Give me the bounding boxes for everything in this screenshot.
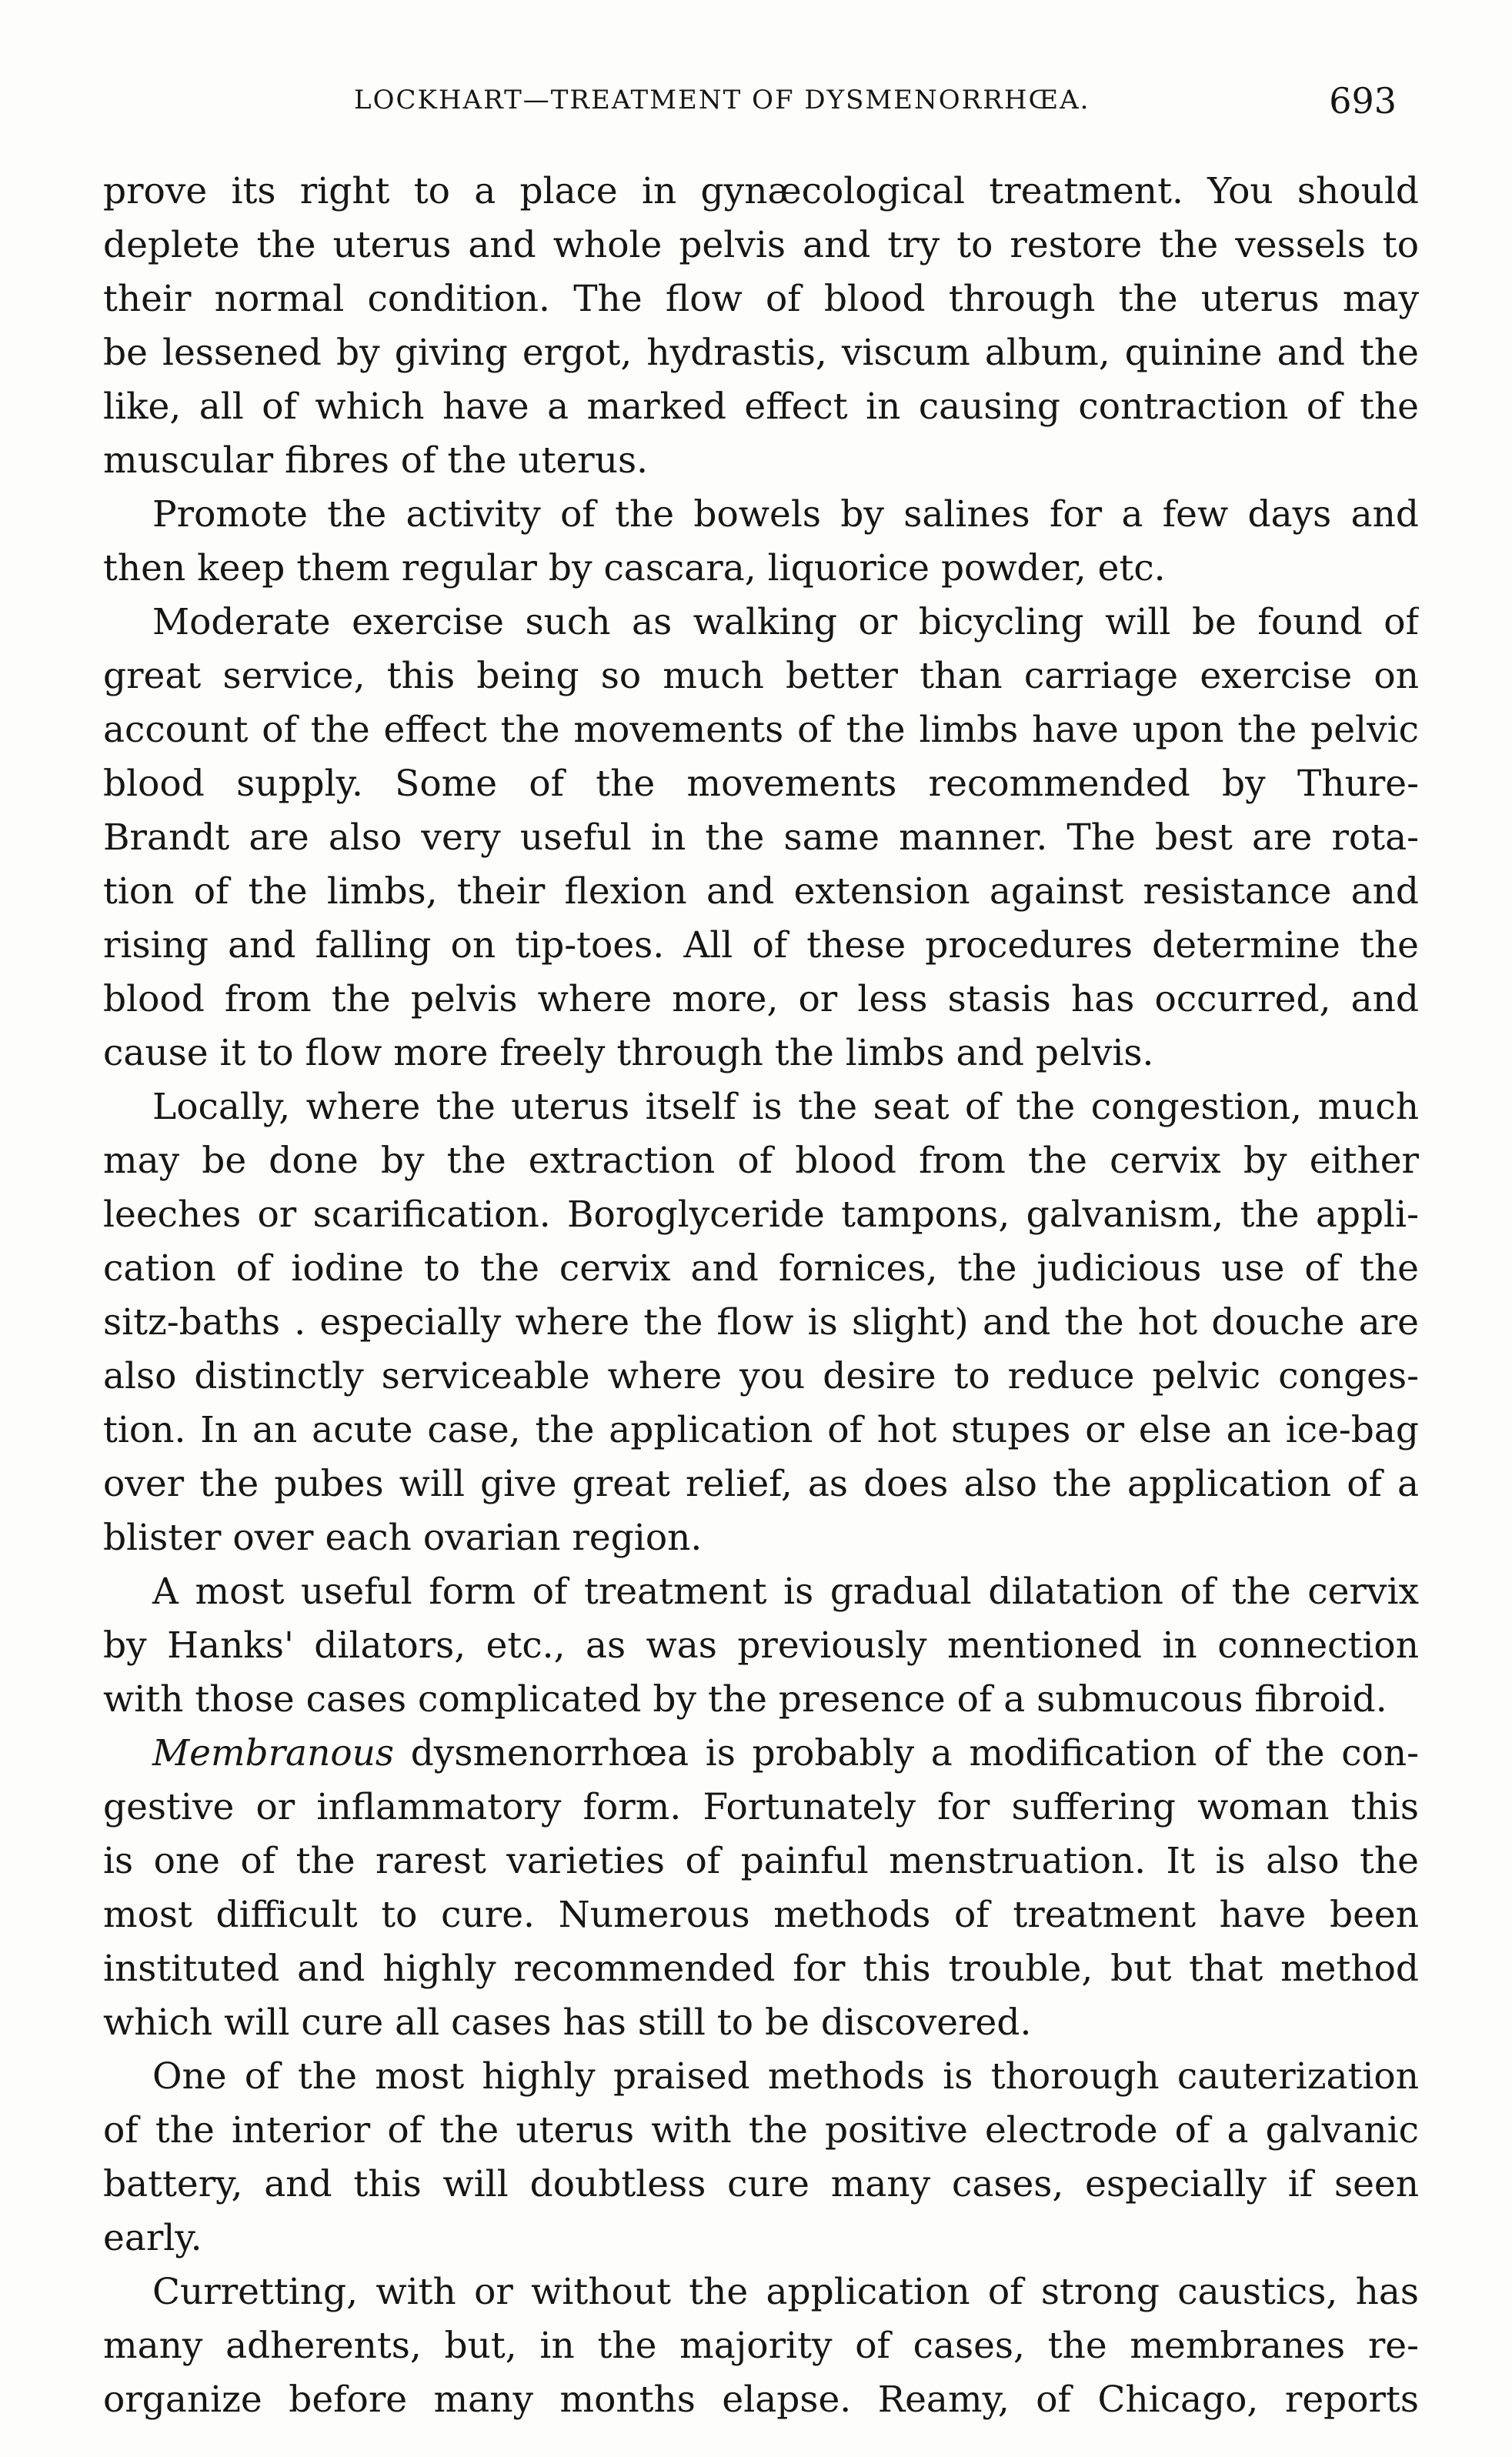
text-line: tion of the limbs, their flexion and extension against resistance and xyxy=(103,870,1419,913)
text-line: account of the effect the movements of the limbs have upon the pelvic xyxy=(103,709,1419,751)
paragraph-1 xyxy=(103,165,1419,488)
text-line: Brandt are also very useful in the same manner. The best are rota- xyxy=(103,816,1419,859)
text-line: tion. In an acute case, the application of hot stupes or else an ice-bag xyxy=(103,1409,1419,1451)
text-line: their normal condition. The flow of blood through the uterus may xyxy=(103,278,1419,320)
text-line: One of the most highly praised methods is thorough cauterization xyxy=(152,2055,1419,2098)
text-line: great service, this being so much better than carriage exercise on xyxy=(103,655,1419,697)
text-line: gestive or inflammatory form. Fortunately for suffering woman this xyxy=(103,1786,1419,1828)
text-line: deplete the uterus and whole pelvis and try to restore the vessels to xyxy=(103,224,1419,266)
italic-term: Membranous xyxy=(152,1732,395,1774)
text-line: blood from the pelvis where more, or less stasis has occurred, and xyxy=(103,978,1419,1020)
text-line: of the interior of the uterus with the positive electrode of a galvanic xyxy=(103,2109,1419,2152)
text-line: also distinctly serviceable where you desire to reduce pelvic conges- xyxy=(103,1355,1419,1397)
text-line: muscular fibres of the uterus. xyxy=(103,439,649,482)
text-line: rising and falling on tip-toes. All of these procedures determine the xyxy=(103,924,1419,966)
text-line: by Hanks' dilators, etc., as was previously mentioned in connection xyxy=(103,1624,1419,1667)
paragraph-7 xyxy=(103,2050,1419,2265)
text-line: blister over each ovarian region. xyxy=(103,1517,703,1559)
text-line: like, all of which have a marked effect in causing contraction of the xyxy=(103,386,1419,428)
paragraph-6 xyxy=(103,1727,1419,2050)
text-line: leeches or scarification. Boroglyceride tampons, galvanism, the appli- xyxy=(103,1193,1419,1236)
text-line: Promote the activity of the bowels by salines for a few days and xyxy=(152,493,1419,536)
running-head xyxy=(100,80,1427,126)
text-line: is one of the rarest varieties of painful menstruation. It is also the xyxy=(103,1840,1419,1882)
text-line: prove its right to a place in gynæcological treatment. You should xyxy=(103,170,1419,212)
text-line: which will cure all cases has still to be discovered. xyxy=(103,2001,1032,2044)
paragraph-3 xyxy=(103,596,1419,1080)
text-line xyxy=(103,1727,1419,1781)
text-line: over the pubes will give great relief, as does also the application of a xyxy=(103,1463,1419,1505)
text-line: most difficult to cure. Numerous methods of treatment have been xyxy=(103,1894,1419,1936)
text-line: battery, and this will doubtless cure many cases, especially if seen xyxy=(103,2163,1419,2205)
text-line: Locally, where the uterus itself is the seat of the congestion, much xyxy=(152,1086,1419,1128)
text-line: blood supply. Some of the movements recommended by Thure- xyxy=(103,763,1419,805)
paragraph-4 xyxy=(103,1080,1419,1565)
text-line: A most useful form of treatment is gradual dilatation of the cervix xyxy=(152,1571,1419,1613)
paragraph-5 xyxy=(103,1565,1419,1727)
body-text xyxy=(103,165,1419,2427)
text-line: Curretting, with or without the application of strong caustics, has xyxy=(152,2271,1419,2313)
text-line: cation of iodine to the cervix and fornices, the judicious use of the xyxy=(103,1247,1419,1290)
paragraph-8 xyxy=(103,2265,1419,2427)
text-line: many adherents, but, in the majority of cases, the membranes re- xyxy=(103,2325,1419,2367)
text-line: sitz-baths . especially where the flow is slight) and the hot douche are xyxy=(103,1301,1419,1344)
text-line: with those cases complicated by the presence of a submucous fibroid. xyxy=(103,1678,1387,1721)
text-line: be lessened by giving ergot, hydrastis, viscum album, quinine and the xyxy=(103,332,1419,374)
paragraph-2 xyxy=(103,488,1419,596)
text-line: Moderate exercise such as walking or bicycling will be found of xyxy=(152,601,1419,643)
page-number: 693 xyxy=(1329,80,1397,122)
text-line: then keep them regular by cascara, liquorice powder, etc. xyxy=(103,547,1166,589)
text-line-rest: dysmenorrhœa is probably a modification of the con- xyxy=(394,1732,1419,1774)
text-line: may be done by the extraction of blood from the cervix by either xyxy=(103,1140,1419,1182)
text-line: instituted and highly recommended for this trouble, but that method xyxy=(103,1948,1419,1990)
text-line: organize before many months elapse. Reamy, of Chicago, reports xyxy=(103,2379,1419,2421)
running-title: LOCKHART—TREATMENT OF DYSMENORRHŒA. xyxy=(354,85,1090,115)
text-line: cause it to flow more freely through the limbs and pelvis. xyxy=(103,1032,1154,1074)
text-line: early. xyxy=(103,2217,202,2259)
